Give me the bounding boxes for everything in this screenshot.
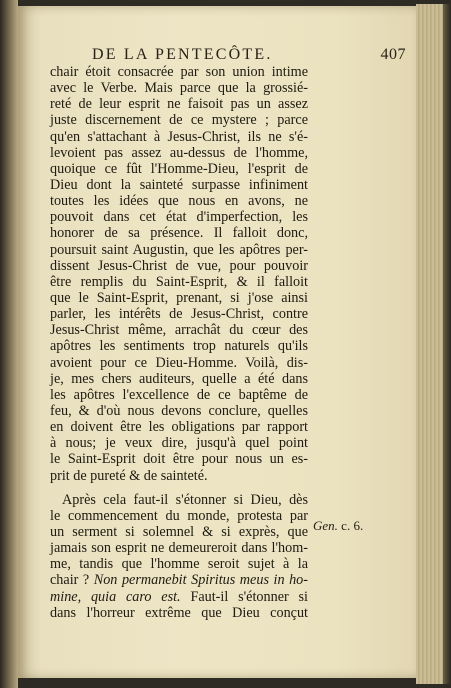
text-line: le Saint-Esprit doit être pour nous un es- (50, 451, 308, 468)
text-line: je, mes chers auditeurs, quelle a été dans (50, 370, 308, 387)
text-line: juste discernement de ce mystere ; parce (50, 112, 308, 129)
text-line: les apôtres l'excellence de ce baptême de (50, 386, 308, 403)
page-edges-right (416, 4, 451, 684)
text-line: avoient pour ce Dieu-Homme. Voilà, dis- (50, 354, 308, 371)
paragraph-1 (50, 64, 308, 484)
latin-quote: mine, quia caro est. (50, 588, 181, 605)
text-line: jamais son esprit ne demeureroit dans l'hom- (50, 540, 308, 557)
latin-quote: Non permanebit Spiritus meus in ho- (93, 572, 308, 589)
text-line: le commencement du monde, protesta par (50, 507, 308, 524)
text-line: feu, & d'où nous devons conclure, quelles (50, 402, 308, 419)
text-line: Après cela faut-il s'étonner si Dieu, dès (62, 491, 308, 508)
page-number: 407 (380, 46, 406, 63)
text-line: avec le Verbe. Mais parce que la grossié- (50, 80, 308, 97)
text-line: un serment si solemnel & si exprès, que (50, 523, 308, 540)
text-line: dans l'horreur extrême que Dieu conçut (50, 604, 308, 621)
text-line: Dieu dont la sainteté surpasse infiniment (50, 176, 308, 193)
text-line: dissent Jesus-Christ de vue, pour pouvoir (50, 257, 308, 274)
text-line: me, tandis que l'homme seroit sujet à la (50, 556, 308, 573)
text-line: parler, les intérêts de Jesus-Christ, contre (50, 306, 308, 323)
margin-chapter: c. 6. (341, 518, 364, 533)
text-line: levoient pas assez au-dessus de l'homme, (50, 144, 308, 161)
text-line: qu'en s'attachant à Jesus-Christ, ils ne s'é- (50, 128, 308, 145)
margin-reference (313, 518, 363, 534)
text-fragment: Faut-il s'étonner si (190, 588, 308, 605)
text-line: apôtres les sentiments trop naturels qu'ils (50, 338, 308, 355)
text-line: quoique ce fût l'Homme-Dieu, l'esprit de (50, 160, 308, 177)
text-line: Jesus-Christ même, arrachât du cœur des (50, 322, 308, 339)
text-line: pouvoit dans cet état d'imperfection, les (50, 209, 308, 226)
text-fragment: chair ? (50, 572, 90, 589)
text-line (50, 589, 308, 605)
text-line: à nous; je veux dire, jusqu'à quel point (50, 435, 308, 452)
text-line: honorer de sa présence. Il falloit donc, (50, 225, 308, 242)
text-line: être remplis du Saint-Esprit, & il falloit (50, 273, 308, 290)
text-line: reté de leur esprit ne faisoit pas un assez (50, 96, 308, 113)
running-head: DE LA PENTECÔTE. (92, 46, 273, 63)
margin-book: Gen. (313, 518, 338, 533)
text-line: en doivent être les obligations par rapport (50, 419, 308, 436)
text-line: que le Saint-Esprit, prenant, si j'ose ainsi (50, 289, 308, 306)
text-line: chair étoit consacrée par son union intime (50, 64, 308, 80)
text-line (50, 572, 308, 588)
text-line: prit de pureté & de sainteté. (50, 467, 208, 484)
text-line: toutes les idées que nous en avons, ne (50, 193, 308, 210)
body-text (50, 64, 308, 621)
paragraph-2 (50, 492, 308, 621)
text-line: poursuit saint Augustin, que les apôtres per- (50, 241, 308, 258)
book-gutter-left (0, 0, 18, 688)
